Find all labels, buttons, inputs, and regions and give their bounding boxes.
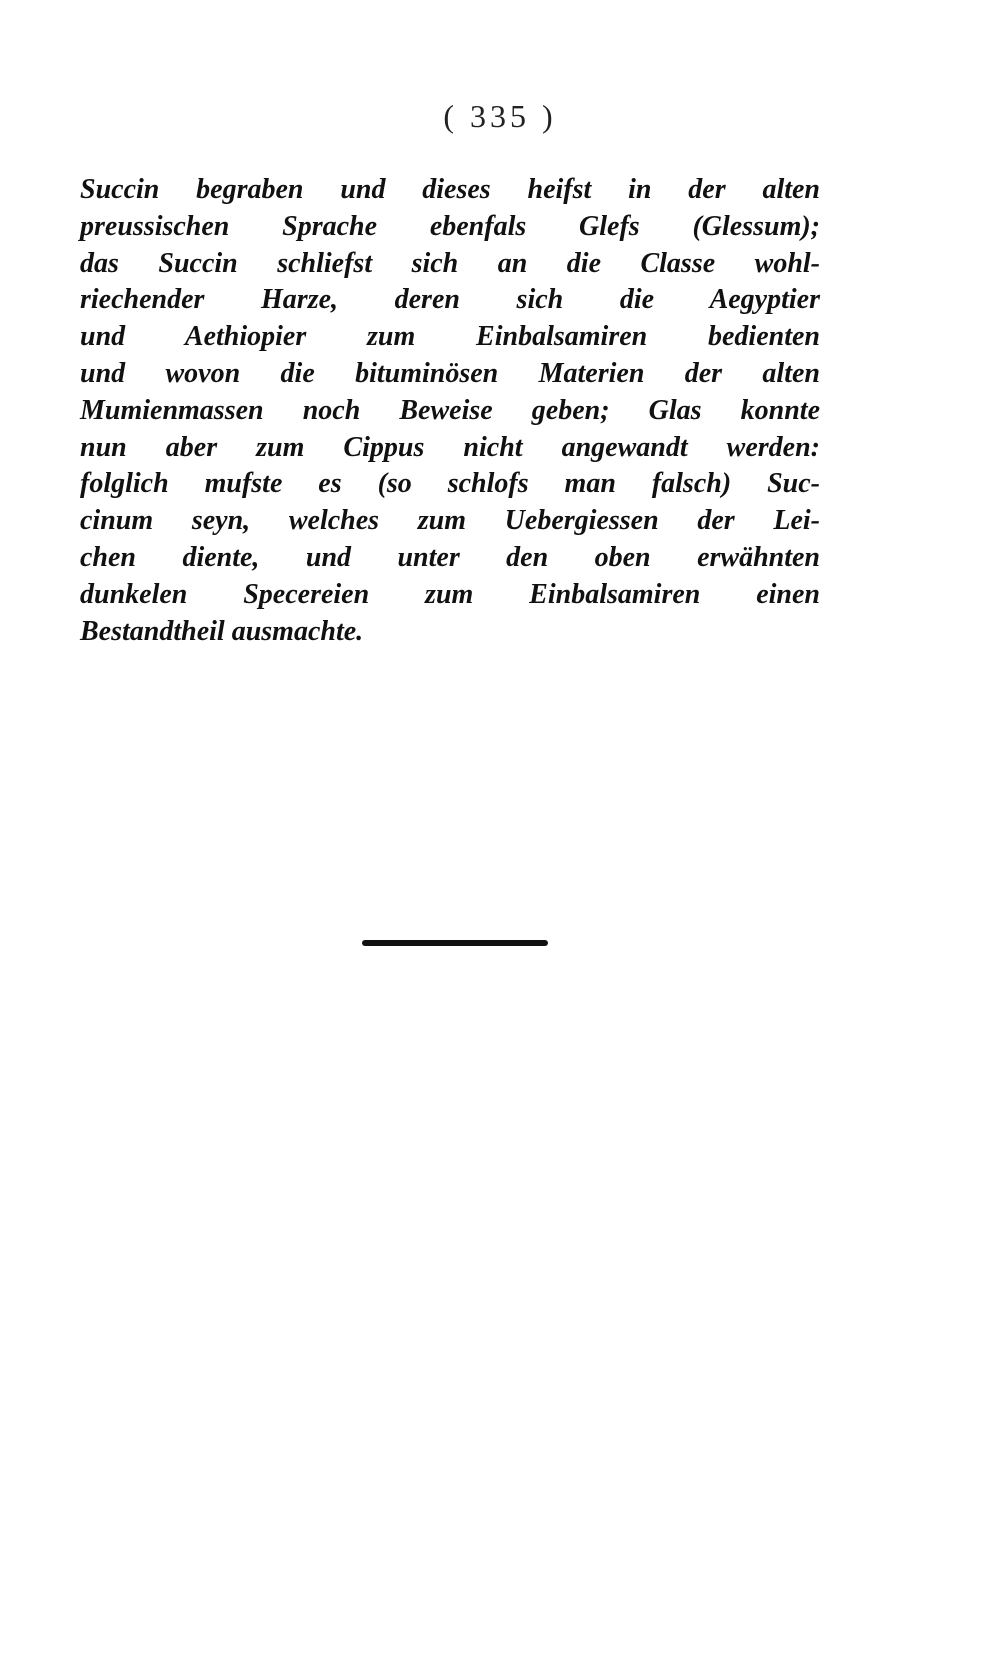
text-line: riechender Harze, deren sich die Aegyptier (80, 284, 820, 316)
text-line: cinum seyn, welches zum Uebergiessen der Lei- (80, 505, 820, 537)
text-line: Mumienmassen noch Beweise geben; Glas konnte (80, 394, 820, 426)
text-line: Succin begraben und dieses heifst in der alten (80, 174, 820, 205)
text-line: Bestandtheil ausmachte. (80, 615, 364, 647)
text-line: chen diente, und unter den oben erwähnten (80, 541, 820, 573)
text-line: preussischen Sprache ebenfals Glefs (Glessum); (80, 210, 820, 242)
text-line: das Succin schliefst sich an die Classe wohl- (80, 247, 820, 279)
section-divider (362, 940, 548, 946)
page-number: ( 335 ) (443, 98, 557, 134)
text-line: folglich mufste es (so schlofs man falsch) Suc- (80, 468, 820, 500)
text-line: und wovon die bituminösen Materien der alten (80, 357, 820, 389)
text-line: dunkelen Specereien zum Einbalsamiren einen (80, 578, 820, 610)
body-text (80, 172, 820, 650)
text-line: und Aethiopier zum Einbalsamiren bedienten (80, 321, 820, 353)
text-line: nun aber zum Cippus nicht angewandt werden: (80, 431, 820, 463)
